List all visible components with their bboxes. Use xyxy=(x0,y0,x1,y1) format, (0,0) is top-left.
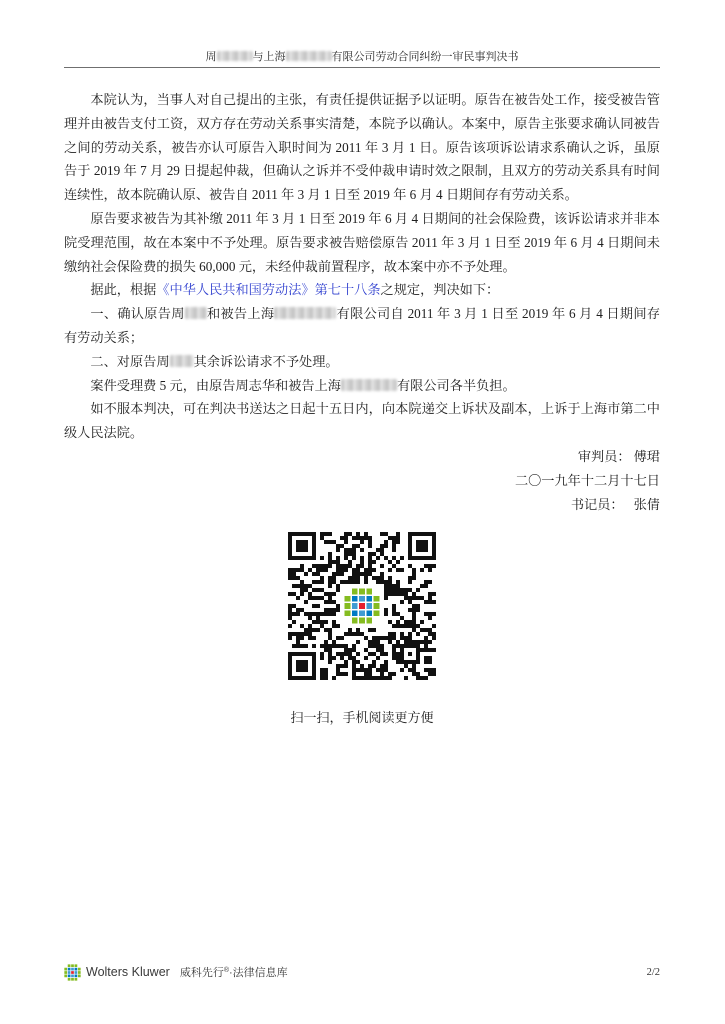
judgment-item-text: 二、对原告周 xyxy=(90,353,170,369)
clerk-line xyxy=(64,493,660,517)
redacted-text xyxy=(170,355,194,367)
judgment-item-text: 其余诉讼请求不予处理。 xyxy=(193,353,339,369)
wolters-kluwer-logo-icon xyxy=(64,964,81,981)
appeal-notice: 如不服本判决，可在判决书送达之日起十五日内，向本院递交上诉状及副本，上诉于上海市第二中级人民法院。 xyxy=(64,401,660,441)
judgment-item xyxy=(64,302,660,350)
running-header-text: 有限公司劳动合同纠纷一审民事判决书 xyxy=(331,51,519,63)
court-fee-text: 案件受理费 5 元，由原告周志华和被告上海 xyxy=(90,377,341,393)
judgment-date: 二〇一九年十二月十七日 xyxy=(514,472,660,488)
redacted-text xyxy=(286,51,332,61)
court-fee-paragraph xyxy=(64,374,660,398)
judge-name: 傅珺 xyxy=(633,448,660,464)
judgment-item xyxy=(64,350,660,374)
clerk-name: 张倩 xyxy=(633,496,660,512)
running-header-text: 与上海 xyxy=(252,51,286,63)
clerk-label: 书记员： xyxy=(570,496,624,512)
article-link[interactable]: 第七十八条 xyxy=(314,282,381,298)
law-link[interactable]: 《中华人民共和国劳动法》 xyxy=(156,282,315,298)
header-divider xyxy=(64,67,660,68)
judge-label: 审判员： xyxy=(577,448,631,464)
qr-section xyxy=(64,532,660,727)
judgment-item-text: 有限公司自 2011 年 3 月 1 日至 2019 年 6 月 4 日期间存有劳动关系； xyxy=(64,306,661,345)
judge-line xyxy=(64,445,660,469)
footer-product xyxy=(180,964,288,980)
court-fee-text: 有限公司各半负担。 xyxy=(396,377,516,393)
footer-product-name: 威科先行 xyxy=(179,967,224,979)
running-header xyxy=(64,49,660,65)
qr-code xyxy=(288,532,436,680)
logo-red-square xyxy=(71,971,74,974)
redacted-text xyxy=(341,379,397,391)
judgment-item-text: 一、确认原告周 xyxy=(90,306,185,322)
registered-mark: ® xyxy=(223,967,229,974)
reasoning-paragraph: 原告要求被告为其补缴 2011 年 3 月 1 日至 2019 年 6 月 4 日期间的社会保险费，该诉讼请求并非本院受理范围，故在本案中不予处理。原告要求被告赔偿原告 2011 年 3 月 1 日至 2019 年 6 月 4 日期间未缴纳社会保险费的损失 60,000 元，未经仲裁前置程序，故本案中亦不予处理。 xyxy=(64,210,660,274)
redacted-text xyxy=(217,51,253,61)
qr-caption: 扫一扫，手机阅读更方便 xyxy=(290,710,434,726)
qr-center-logo xyxy=(340,584,384,628)
redacted-text xyxy=(185,307,207,319)
logo-red-square xyxy=(359,603,365,609)
page-number: 2/2 xyxy=(646,966,660,978)
judgment-body xyxy=(64,88,660,727)
legal-basis-lead: 据此，根据 xyxy=(90,282,157,298)
judgment-item-text: 和被告上海 xyxy=(206,306,275,322)
signature-block xyxy=(64,445,660,516)
reasoning-paragraph: 本院认为，当事人对自己提出的主张，有责任提供证据予以证明。原告在被告处工作，接受被告管理并由被告支付工资，双方存在劳动关系事实清楚，本院予以确认。本案中，原告主张要求确认同被告之间的劳动关系，被告亦认可原告入职时间为 2011 年 3 月 1 日。原告该项诉讼请求系确认之诉，虽原告于 2019 年 7 月 29 日提起仲裁，但确认之诉并不受仲裁申请时效之限制，且双方的劳动关系具有时间连续性，故本院确认原、被告自 2011 年 3 月 1 日至 2019 年 6 月 4 日期间存有劳动关系。 xyxy=(64,92,660,203)
footer-product-suffix: ·法律信息库 xyxy=(229,967,288,979)
legal-basis-paragraph xyxy=(64,278,660,302)
footer-brand: Wolters Kluwer xyxy=(86,965,170,979)
legal-basis-tail: 之规定，判决如下： xyxy=(380,282,500,298)
footer xyxy=(64,963,660,981)
redacted-text xyxy=(274,307,336,319)
running-header-text: 周 xyxy=(205,51,217,63)
